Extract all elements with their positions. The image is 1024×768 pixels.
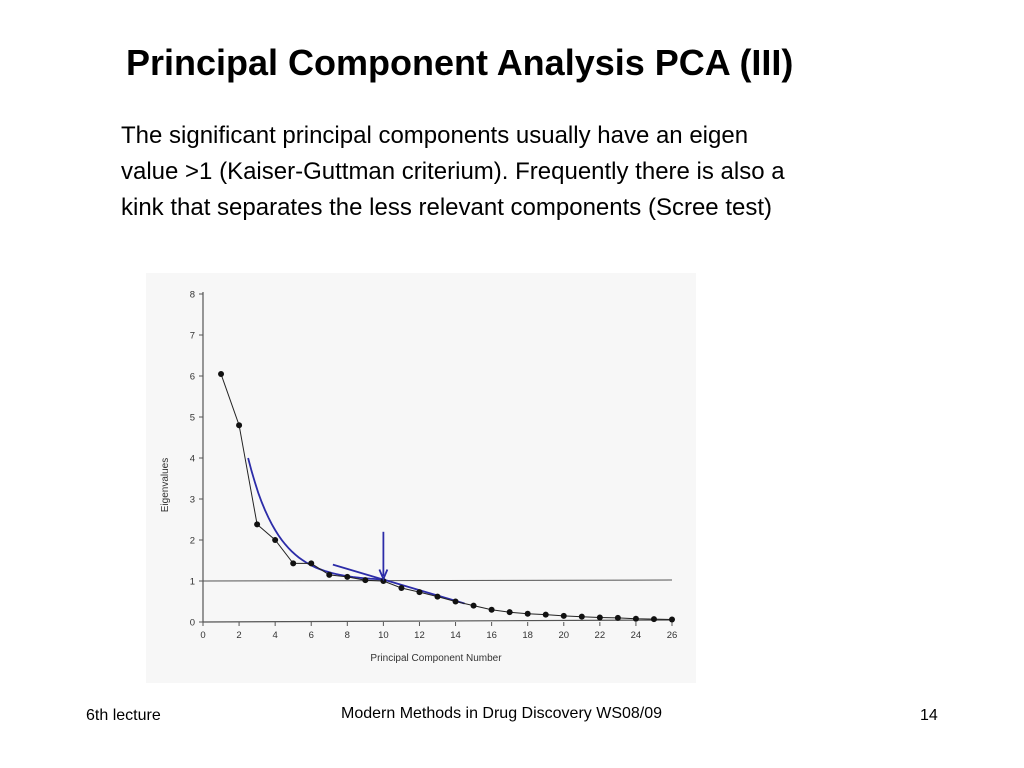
body-line-1: The significant principal components usually have an eigen: [121, 122, 749, 149]
data-point: [308, 560, 314, 566]
x-tick-label: 2: [236, 630, 242, 641]
data-point: [453, 599, 459, 605]
data-point: [416, 589, 422, 595]
data-point: [651, 616, 657, 622]
data-point: [669, 617, 675, 623]
fitted-curves: [248, 458, 464, 604]
y-tick-label: 3: [189, 494, 195, 506]
body-line-2: value >1 (Kaiser-Guttman criterium). Frequently there is also a: [121, 158, 785, 185]
reference-line: [203, 580, 672, 581]
data-point: [489, 607, 495, 613]
data-point: [525, 611, 531, 617]
x-tick-label: 18: [522, 630, 533, 641]
data-point: [326, 572, 332, 578]
slide-body-text: [121, 118, 921, 226]
body-line-3: kink that separates the less relevant components (Scree test): [121, 194, 772, 221]
fitted-tail-line: [333, 565, 465, 604]
y-tick-label: 2: [189, 535, 195, 547]
x-axis-label: Principal Component Number: [370, 653, 502, 664]
scree-plot-panel: [146, 273, 696, 683]
x-tick-label: 4: [272, 630, 278, 641]
data-point: [344, 574, 350, 580]
data-point: [218, 371, 224, 377]
data-point: [543, 612, 549, 618]
x-tick-label: 0: [200, 630, 206, 641]
kink-arrow: [379, 532, 387, 579]
data-point: [597, 614, 603, 620]
data-point: [633, 616, 639, 622]
data-point: [362, 577, 368, 583]
x-tick-label: 20: [558, 630, 570, 641]
scree-plot: [146, 273, 696, 683]
chart-ticks: [190, 290, 678, 642]
x-tick-label: 26: [666, 630, 678, 641]
y-tick-label: 1: [189, 576, 195, 588]
data-series: [218, 371, 675, 623]
fitted-exponential-curve: [248, 458, 383, 580]
x-tick-label: 8: [344, 630, 350, 641]
data-point: [272, 537, 278, 543]
footer-course-title: Modern Methods in Drug Discovery WS08/09: [341, 705, 663, 722]
chart-axes: [203, 292, 674, 622]
slide-title: Principal Component Analysis PCA (III): [126, 42, 794, 83]
data-point: [507, 609, 513, 615]
x-tick-label: 22: [594, 630, 606, 641]
y-tick-label: 0: [189, 617, 195, 629]
y-tick-label: 5: [189, 412, 195, 424]
data-point: [615, 615, 621, 621]
data-point: [290, 560, 296, 566]
x-tick-label: 24: [630, 630, 642, 641]
x-tick-label: 12: [414, 630, 425, 641]
data-point: [561, 613, 567, 619]
data-point: [254, 521, 260, 527]
y-axis-label: Eigenvalues: [160, 457, 171, 513]
y-tick-label: 8: [189, 289, 195, 301]
eigenvalue-one-line: [203, 580, 672, 581]
y-tick-label: 4: [189, 453, 195, 465]
x-axis-line: [203, 620, 674, 622]
x-tick-label: 16: [486, 630, 497, 641]
x-tick-label: 14: [450, 630, 461, 641]
x-tick-label: 10: [378, 630, 389, 641]
data-point: [236, 422, 242, 428]
data-point: [435, 594, 441, 600]
y-tick-label: 6: [189, 371, 195, 383]
y-tick-label: 7: [189, 330, 195, 342]
series-line: [221, 374, 672, 620]
data-point: [398, 585, 404, 591]
x-tick-label: 6: [308, 630, 314, 641]
data-point: [471, 603, 477, 609]
data-point: [579, 614, 585, 620]
footer-lecture: 6th lecture: [86, 707, 161, 724]
footer-page-number: 14: [920, 707, 938, 724]
